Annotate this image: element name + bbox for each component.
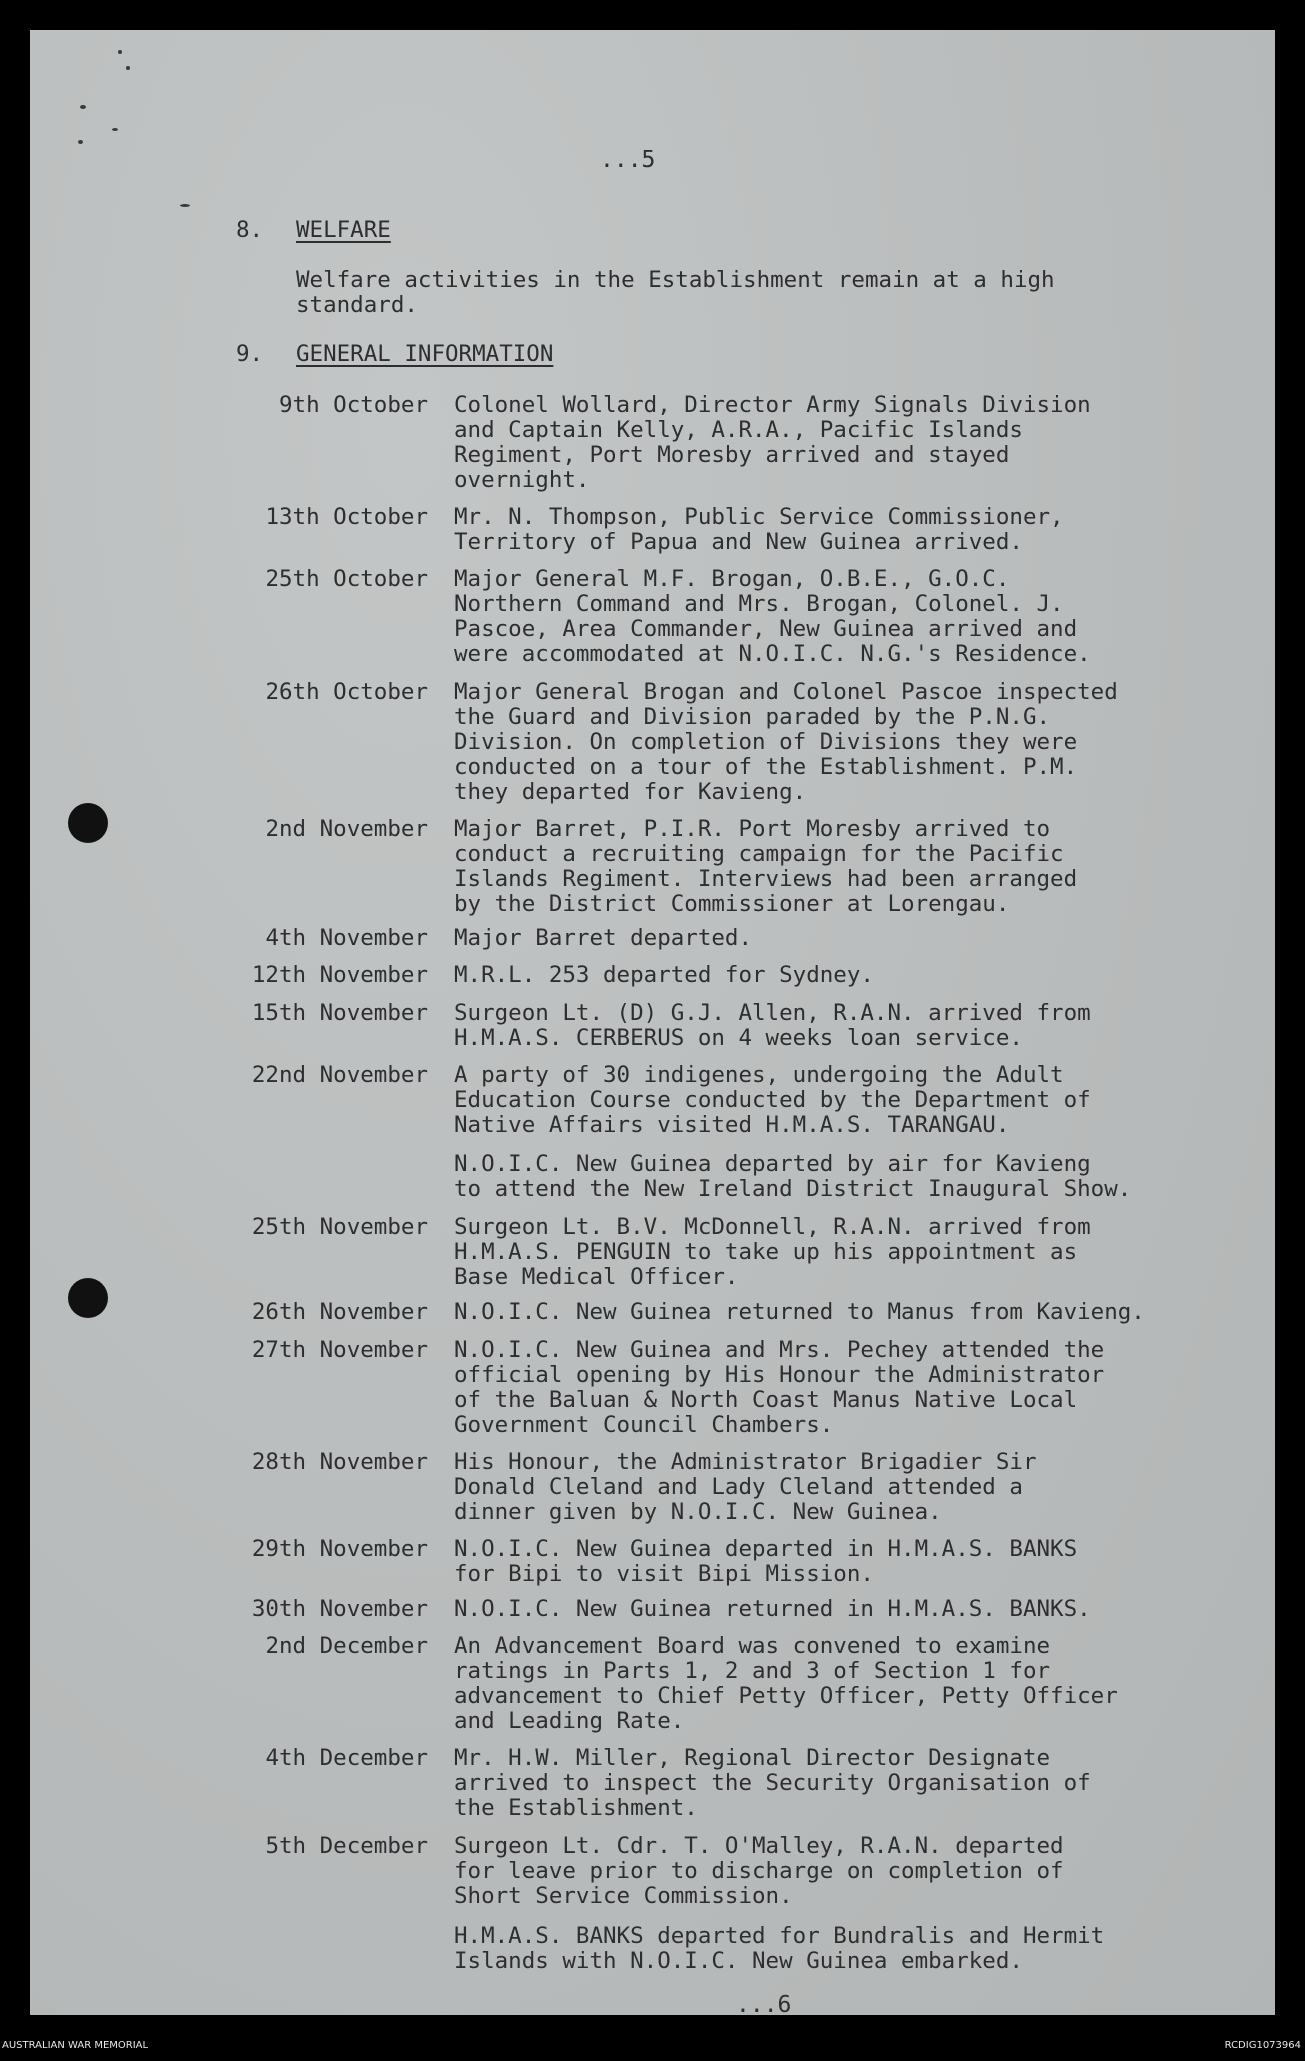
section-number: 9. [236,341,264,367]
entry-date: 2nd December [265,1633,428,1659]
entry-text: H.M.A.S. BANKS departed for Bundralis and Hermit Islands with N.O.I.C. New Guinea embarked. [454,1923,1105,1974]
entry-date: 4th December [265,1745,428,1771]
staple-mark [78,140,83,144]
entry-text: N.O.I.C. New Guinea departed by air for Kavieng to attend the New Ireland District Inaugural Show. [454,1151,1132,1202]
entry-date: 4th November [265,925,428,951]
entry-text: Major General Brogan and Colonel Pascoe inspected the Guard and Division paraded by the P.N.G. Division. On completion of Divisions they were conducted on a tour of the Establishment. P.M. they departed for Kavieng. [454,679,1118,805]
entry-text: His Honour, the Administrator Brigadier Sir Donald Cleland and Lady Cleland attended a dinner given by N.O.I.C. New Guinea. [454,1449,1037,1525]
entry-date: 15th November [251,1000,428,1026]
entry-text: Major General M.F. Brogan, O.B.E., G.O.C. Northern Command and Mrs. Brogan, Colonel. J. Pascoe, Area Commander, New Guinea arrived and were accommodated at N.O.I.C. N.G.'s Residence. [454,566,1091,667]
entry-date: 30th November [251,1596,428,1622]
entry-date: 12th November [251,962,428,988]
entry-text: A party of 30 indigenes, undergoing the Adult Education Course conducted by the Department of Native Affairs visited H.M.A.S. TARANGAU. [454,1062,1091,1138]
staple-mark [126,66,130,70]
entry-text: Surgeon Lt. (D) G.J. Allen, R.A.N. arrived from H.M.A.S. CERBERUS on 4 weeks loan service. [454,1000,1091,1051]
staple-mark [80,105,86,109]
section-general-information-heading [236,342,553,367]
entry-text: Major Barret, P.I.R. Port Moresby arrived to conduct a recruiting campaign for the Pacific Islands Regiment. Interviews had been arranged by the District Commissioner at Lorengau. [454,816,1078,917]
archive-credit: AUSTRALIAN WAR MEMORIAL [2,2040,149,2051]
entry-date: 13th October [265,504,428,530]
entry-text: N.O.I.C. New Guinea returned to Manus from Kavieng. [454,1299,1145,1325]
entry-text: Mr. H.W. Miller, Regional Director Designate arrived to inspect the Security Organisation of the Establishment. [454,1745,1091,1821]
page-marker: ...5 [600,147,656,173]
staple-mark [180,204,190,207]
entry-date: 27th November [251,1337,428,1363]
entry-date: 22nd November [251,1062,428,1088]
entry-text: N.O.I.C. New Guinea and Mrs. Pechey attended the official opening by His Honour the Administrator of the Baluan & North Coast Manus Native Local Government Council Chambers. [454,1337,1105,1438]
entry-text: Major Barret departed. [454,925,753,951]
entry-date: 29th November [251,1536,428,1562]
section-welfare-body: Welfare activities in the Establishment remain at a high standard. [296,267,1055,318]
entry-text: Colonel Wollard, Director Army Signals Division and Captain Kelly, A.R.A., Pacific Islands Regiment, Port Moresby arrived and stayed overnight. [454,392,1091,493]
entry-date: 2nd November [265,816,428,842]
entry-date: 25th October [265,566,428,592]
continuation-marker: ...6 [736,1992,792,2018]
section-number: 8. [236,217,264,243]
entry-date: 5th December [265,1833,428,1859]
entry-text: Surgeon Lt. Cdr. T. O'Malley, R.A.N. departed for leave prior to discharge on completion of Short Service Commission. [454,1833,1064,1909]
entry-text: An Advancement Board was convened to examine ratings in Parts 1, 2 and 3 of Section 1 for advancement to Chief Petty Officer, Petty Officer and Leading Rate. [454,1633,1118,1734]
entry-date: 26th October [265,679,428,705]
section-welfare-heading [236,218,391,243]
entry-text: Surgeon Lt. B.V. McDonnell, R.A.N. arrived from H.M.A.S. PENGUIN to take up his appointment as Base Medical Officer. [454,1214,1091,1290]
staple-mark [118,50,122,54]
punch-hole-top [68,803,108,843]
archive-id: RCDIG1073964 [1224,2040,1301,2051]
entry-text: Mr. N. Thompson, Public Service Commissioner, Territory of Papua and New Guinea arrived. [454,504,1064,555]
staple-mark [112,128,118,131]
entry-text: N.O.I.C. New Guinea returned in H.M.A.S. BANKS. [454,1596,1091,1622]
entry-date: 25th November [251,1214,428,1240]
entry-date: 26th November [251,1299,428,1325]
section-title: GENERAL INFORMATION [296,341,554,367]
entry-text: M.R.L. 253 departed for Sydney. [454,962,874,988]
section-title: WELFARE [296,217,391,243]
entry-date: 28th November [251,1449,428,1475]
entry-text: N.O.I.C. New Guinea departed in H.M.A.S. BANKS for Bipi to visit Bipi Mission. [454,1536,1078,1587]
entry-date: 9th October [278,392,428,418]
punch-hole-bottom [68,1278,108,1318]
